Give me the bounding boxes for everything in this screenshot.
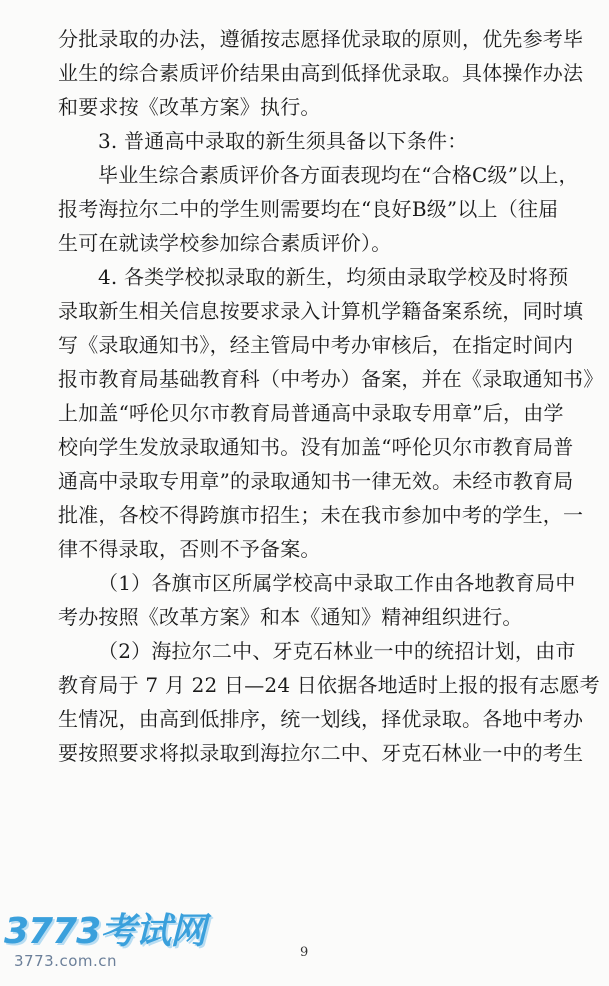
text-line: 报考海拉尔二中的学生则需要均在“良好B级”以上（往届	[58, 197, 559, 221]
text-line: 通高中录取专用章”的录取通知书一律无效。未经市教育局	[58, 469, 574, 493]
body-text	[58, 22, 604, 770]
text-line: 业生的综合素质评价结果由高到低择优录取。具体操作办法	[58, 61, 584, 85]
text-line: 要按照要求将拟录取到海拉尔二中、牙克石林业一中的考生	[58, 741, 584, 765]
site-watermark	[4, 912, 224, 982]
watermark-url: 3773.com.cn	[14, 952, 117, 970]
text-line: 校向学生发放录取通知书。没有加盖“呼伦贝尔市教育局普	[58, 435, 574, 459]
text-line: 3. 普通高中录取的新生须具备以下条件：	[98, 129, 468, 153]
text-line: 和要求按《改革方案》执行。	[58, 95, 321, 119]
text-line: （2）海拉尔二中、牙克石林业一中的统招计划，由市	[98, 639, 576, 663]
text-line: 批准，各校不得跨旗市招生；未在我市参加中考的学生，一	[58, 503, 584, 527]
page-number: 9	[300, 945, 309, 960]
watermark-logo: 3773考试网	[4, 911, 206, 952]
text-line: 律不得录取，否则不予备案。	[58, 537, 321, 561]
text-line: 分批录取的办法，遵循按志愿择优录取的原则，优先参考毕	[58, 27, 584, 51]
text-line: 教育局于 7 月 22 日—24 日依据各地适时上报的报有志愿考	[58, 673, 600, 697]
text-line: 写《录取通知书》，经主管局中考办审核后，在指定时间内	[58, 333, 574, 357]
text-line: 毕业生综合素质评价各方面表现均在“合格C级”以上，	[98, 163, 579, 187]
text-line: 报市教育局基础教育科（中考办）备案，并在《录取通知书》	[58, 367, 604, 391]
text-line: 录取新生相关信息按要求录入计算机学籍备案系统，同时填	[58, 299, 584, 323]
text-line: 考办按照《改革方案》和本《通知》精神组织进行。	[58, 605, 523, 629]
text-line: 生可在就读学校参加综合素质评价）。	[58, 231, 392, 255]
text-line: 生情况，由高到低排序，统一划线，择优录取。各地中考办	[58, 707, 584, 731]
text-line: 上加盖“呼伦贝尔市教育局普通高中录取专用章”后，由学	[58, 401, 564, 425]
text-line: （1）各旗市区所属学校高中录取工作由各地教育局中	[98, 571, 576, 595]
text-line: 4. 各类学校拟录取的新生，均须由录取学校及时将预	[98, 265, 569, 289]
